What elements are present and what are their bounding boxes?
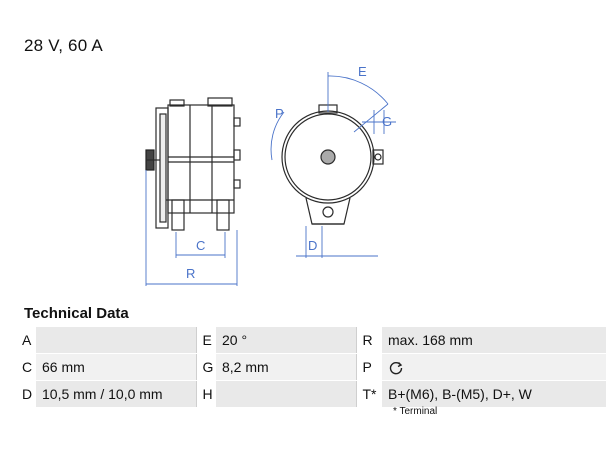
param-value-p	[382, 354, 606, 381]
dim-label-c: C	[196, 238, 206, 253]
param-key-h: H	[196, 381, 216, 408]
param-key-p: P	[356, 354, 382, 381]
param-value-c: 66 mm	[36, 354, 196, 381]
side-view	[146, 98, 240, 230]
dim-label-p: P	[275, 106, 284, 121]
param-value-t: B+(M6), B-(M5), D+, W	[382, 381, 606, 408]
param-key-g: G	[196, 354, 216, 381]
technical-data-title: Technical Data	[24, 305, 129, 322]
dim-label-g: G	[382, 114, 393, 129]
rotation-icon	[388, 360, 404, 376]
spec-title: 28 V, 60 A	[24, 36, 103, 55]
param-key-e: E	[196, 327, 216, 354]
table-row	[16, 381, 606, 408]
param-value-g: 8,2 mm	[216, 354, 356, 381]
param-value-a	[36, 327, 196, 354]
front-dimensions	[271, 72, 396, 258]
param-key-t: T*	[356, 381, 382, 408]
param-key-d: D	[16, 381, 36, 408]
param-value-r: max. 168 mm	[382, 327, 606, 354]
param-key-c: C	[16, 354, 36, 381]
terminal-footnote: * Terminal	[393, 406, 438, 417]
param-key-a: A	[16, 327, 36, 354]
table-row	[16, 354, 606, 381]
param-value-e: 20 °	[216, 327, 356, 354]
dim-label-r: R	[186, 266, 196, 281]
param-value-d: 10,5 mm / 10,0 mm	[36, 381, 196, 408]
param-value-h	[216, 381, 356, 408]
technical-data-table	[16, 327, 606, 408]
table-row	[16, 327, 606, 354]
param-key-r: R	[356, 327, 382, 354]
front-view	[282, 105, 383, 224]
dim-label-d: D	[308, 238, 318, 253]
dim-label-e: E	[358, 64, 367, 79]
